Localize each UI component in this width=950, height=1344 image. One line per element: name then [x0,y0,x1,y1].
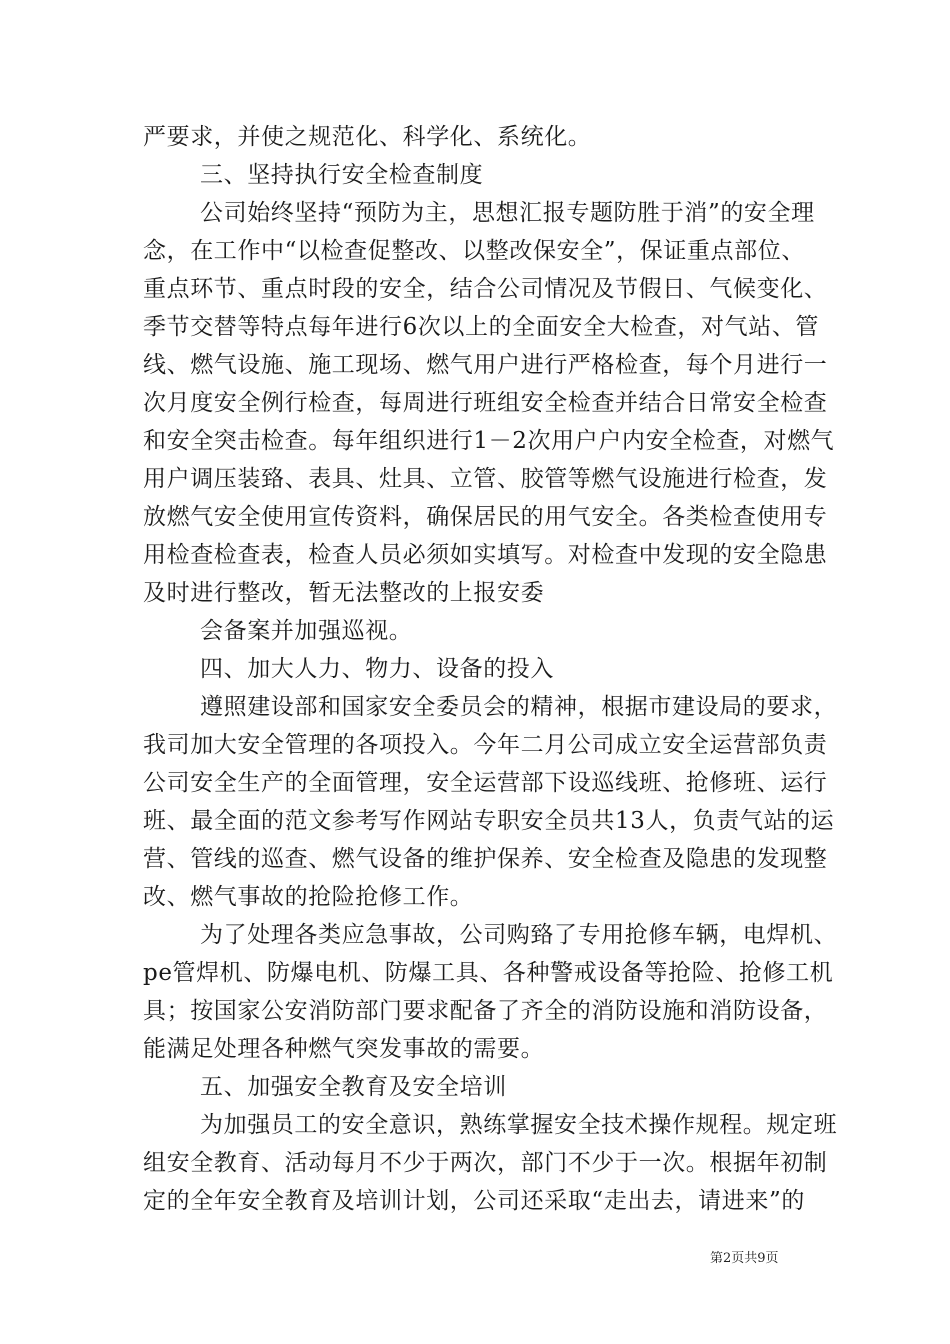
text-line: 公司安全生产的全面管理，安全运营部下设巡线班、抢修班、运行 [143,770,828,796]
text-line: 组安全教育、活动每月不少于两次，部门不少于一次。根据年初制 [143,1150,828,1176]
text-line: 用检查检查表，检查人员必须如实填写。对检查中发现的安全隐患 [143,542,828,568]
text-line: 线、燃气设施、施工现场、燃气用户进行严格检查，每个月进行一 [143,352,828,378]
text-line: 念，在工作中“以检查促整改、以整改保安全”，保证重点部位、 [143,238,805,264]
section-heading: 五、加强安全教育及安全培训 [200,1074,507,1100]
page-number-footer: 第2页共9页 [710,1251,779,1266]
section-heading: 三、坚持执行安全检查制度 [200,162,484,188]
section-heading: 四、加大人力、物力、设备的投入 [200,656,554,682]
text-line: 我司加大安全管理的各项投入。今年二月公司成立安全运营部负责 [143,732,828,758]
text-line: 重点环节、重点时段的安全，结合公司情况及节假日、气候变化、 [143,276,828,302]
text-line: 公司始终坚持“预防为主，思想汇报专题防胜于消”的安全理 [200,200,815,226]
text-line: 次月度安全例行检查，每周进行班组安全检查并结合日常安全检查 [143,390,828,416]
text-line: 和安全突击检查。每年组织进行1－2次用户户内安全检查，对燃气 [143,428,835,454]
text-line: 遵照建设部和国家安全委员会的精神，根据市建设局的要求， [200,694,838,720]
text-line: 放燃气安全使用宣传资料，确保居民的用气安全。各类检查使用专 [143,504,828,530]
text-line: 能满足处理各种燃气突发事故的需要。 [143,1036,545,1062]
text-line: 严要求，并使之规范化、科学化、系统化。 [143,124,592,150]
text-line: pe管焊机、防爆电机、防爆工具、各种警戒设备等抢险、抢修工机 [143,960,834,986]
text-line: 为加强员工的安全意识，熟练掌握安全技术操作规程。规定班 [200,1112,838,1138]
text-line: 会备案并加强巡视。 [200,618,413,644]
text-line: 营、管线的巡查、燃气设备的维护保养、安全检查及隐患的发现整 [143,846,828,872]
text-line: 及时进行整改，暂无法整改的上报安委 [143,580,545,606]
text-line: 为了处理各类应急事故，公司购臵了专用抢修车辆，电焊机、 [200,922,838,948]
text-line: 用户调压装臵、表具、灶具、立管、胶管等燃气设施进行检查，发 [143,466,828,492]
text-line: 季节交替等特点每年进行6次以上的全面安全大检查，对气站、管 [143,314,820,340]
text-line: 定的全年安全教育及培训计划，公司还采取“走出去，请进来”的 [143,1188,805,1214]
text-line: 改、燃气事故的抢险抢修工作。 [143,884,474,910]
text-line: 班、最全面的范文参考写作网站专职安全员共13人，负责气站的运 [143,808,835,834]
text-line: 具；按国家公安消防部门要求配备了齐全的消防设施和消防设备， [143,998,828,1024]
